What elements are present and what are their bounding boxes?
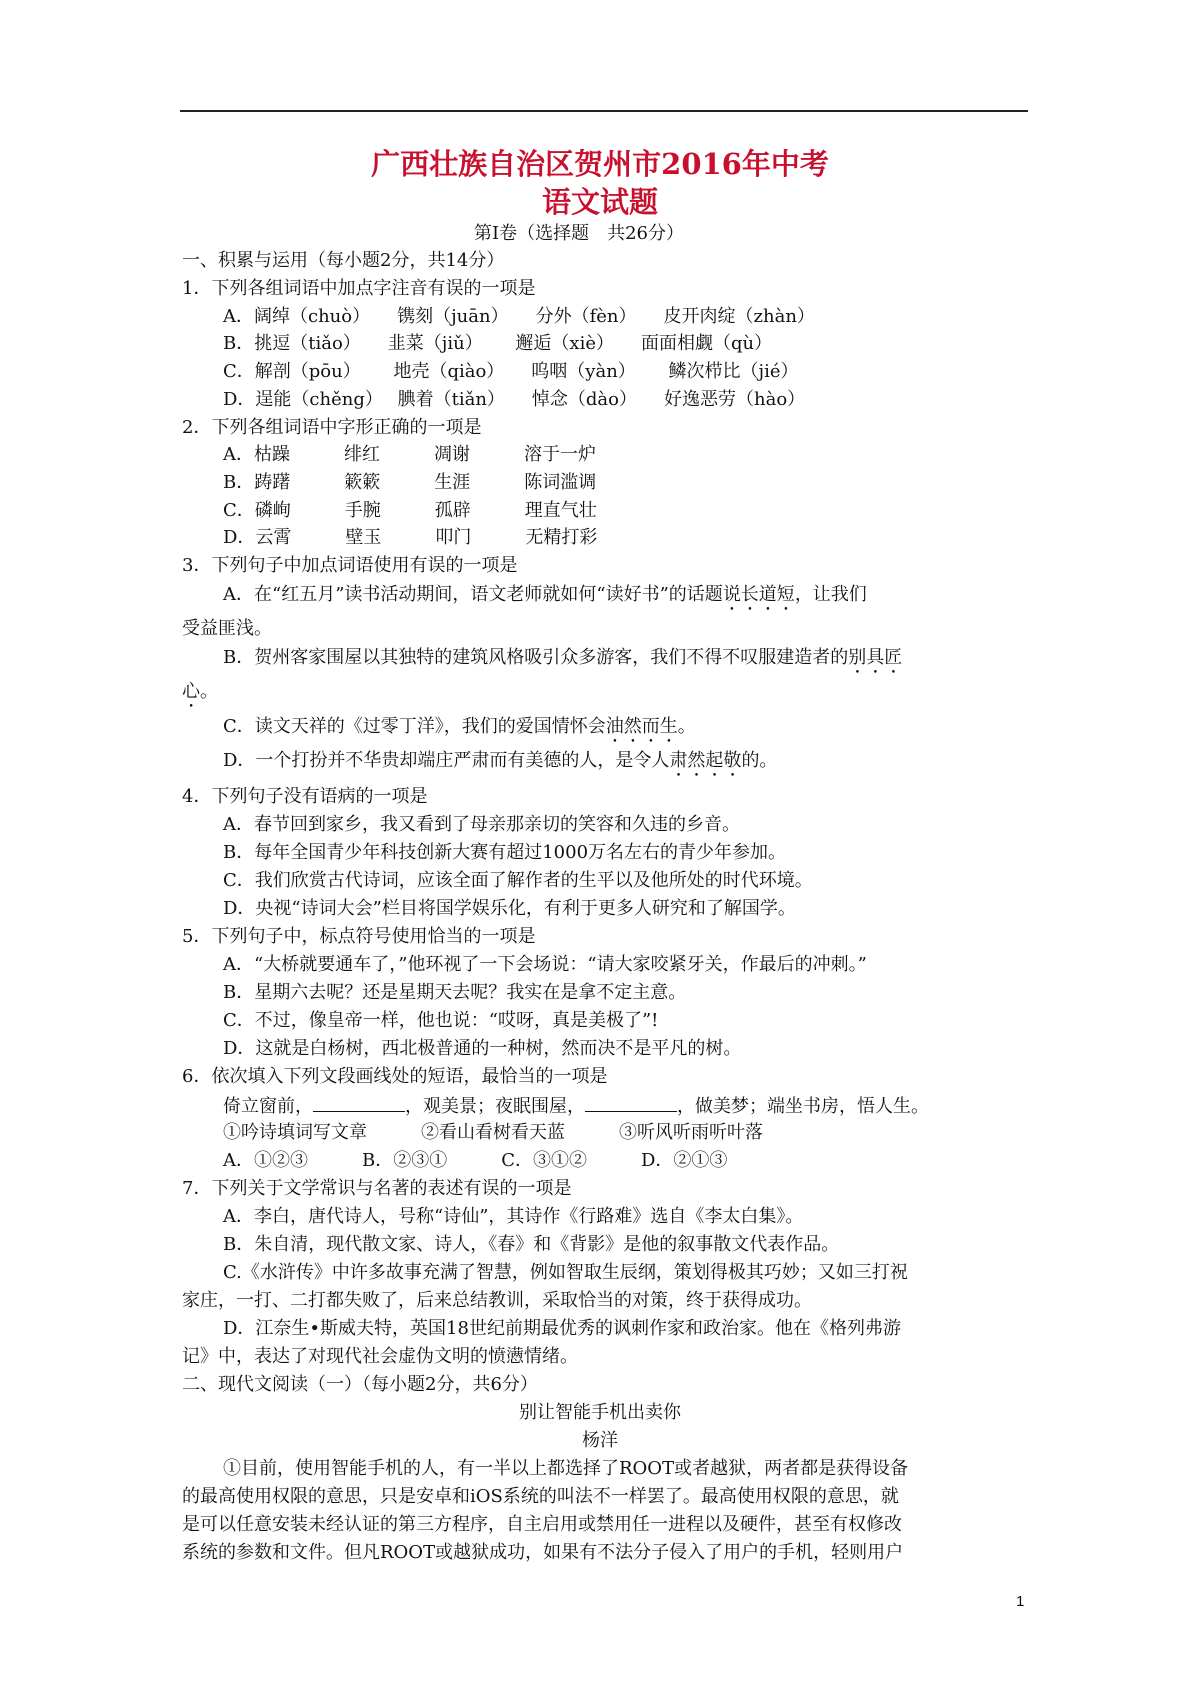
question-6-stem: 6．依次填入下列文段画线处的短语，最恰当的一项是 <box>182 1066 608 1087</box>
article-paragraph-line: 系统的参数和文件。但凡ROOT或越狱成功，如果有不法分子侵入了用户的手机，轻则用户 <box>182 1542 904 1563</box>
question-2-option-b: B．踌躇 簌簌 生涯 陈词滥调 <box>223 472 597 493</box>
question-5-stem: 5．下列句子中，标点符号使用恰当的一项是 <box>182 926 536 947</box>
question-4-option-a: A．春节回到家乡，我又看到了母亲那亲切的笑容和久违的乡音。 <box>223 814 740 835</box>
article-author: 杨洋 <box>582 1430 618 1451</box>
section-heading-2: 二、现代文阅读（一）（每小题2分，共6分） <box>182 1374 538 1395</box>
question-6-choices: A．①②③ B．②③① C．③①② D．②①③ <box>223 1150 728 1171</box>
question-3-option-b: B．贺州客家围屋以其独特的建筑风格吸引众多游客，我们不得不叹服建造者的别具匠 <box>223 647 903 668</box>
article-title: 别让智能手机出卖你 <box>519 1402 681 1423</box>
question-3-option-a: A．在“红五月”读书活动期间，语文老师就如何“读好书”的话题说长道短，让我们 <box>223 584 867 605</box>
emphasized-phrase: 说长道短 <box>722 584 795 605</box>
question-2-option-c: C．磷峋 手腕 孤辟 理直气壮 <box>223 500 597 521</box>
question-1-option-b: B．挑逗（tiǎo） 韭菜（jiǔ） 邂逅（xiè） 面面相觑（qù） <box>223 333 773 354</box>
question-7-option-d: D．江奈生•斯威夫特，英国18世纪前期最优秀的讽刺作家和政治家。他在《格列弗游 <box>223 1318 901 1339</box>
question-6-passage: 倚立窗前， ，观美景；夜眠围屋， ，做美梦；端坐书房，悟人生。 <box>223 1093 929 1119</box>
question-5-option-a: A．“大桥就要通车了，”他环视了一下会场说：“请大家咬紧牙关，作最后的冲刺。” <box>223 954 867 975</box>
emphasized-phrase: 油然而生 <box>605 716 678 737</box>
question-7-stem: 7．下列关于文学常识与名著的表述有误的一项是 <box>182 1178 572 1199</box>
emphasized-phrase: 心 <box>182 681 200 702</box>
question-3-option-b-cont: 心。 <box>182 681 218 702</box>
question-3-stem: 3．下列句子中加点词语使用有误的一项是 <box>182 555 518 576</box>
fill-blank-1 <box>313 1093 405 1112</box>
question-5-option-b: B．星期六去呢？还是星期天去呢？我实在是拿不定主意。 <box>223 982 687 1003</box>
question-4-option-b: B．每年全国青少年科技创新大赛有超过1000万名左右的青少年参加。 <box>223 842 787 863</box>
question-7-option-a: A．李白，唐代诗人，号称“诗仙”，其诗作《行路难》选自《李太白集》。 <box>223 1206 804 1227</box>
question-7-option-c: C.《水浒传》中许多故事充满了智慧，例如智取生辰纲，策划得极其巧妙；又如三打祝 <box>223 1262 908 1283</box>
article-paragraph-line: 是可以任意安装未经认证的第三方程序，自主启用或禁用任一进程以及硬件，甚至有权修改 <box>182 1514 902 1535</box>
question-3-option-a-cont: 受益匪浅。 <box>182 618 272 639</box>
emphasized-phrase: 别具匠 <box>848 647 903 668</box>
question-3-option-d: D．一个打扮并不华贵却端庄严肃而有美德的人，是令人肃然起敬的。 <box>223 750 778 771</box>
fill-blank-2 <box>585 1093 677 1112</box>
article-paragraph-line: ①目前，使用智能手机的人，有一半以上都选择了ROOT或者越狱，两者都是获得设备 <box>223 1458 909 1479</box>
exam-subtitle: 语文试题 <box>541 185 658 219</box>
question-5-option-d: D．这就是白杨树，西北极普通的一种树，然而决不是平凡的树。 <box>223 1038 742 1059</box>
question-1-option-a: A．阔绰（chuò） 镌刻（juān） 分外（fèn） 皮开肉绽（zhàn） <box>223 306 815 327</box>
question-7-option-c-cont: 家庄，一打、二打都失败了，后来总结教训，采取恰当的对策，终于获得成功。 <box>182 1290 812 1311</box>
question-6-phrases: ①吟诗填词写文章 ②看山看树看天蓝 ③听风听雨听叶落 <box>223 1122 763 1143</box>
exam-title: 广西壮族自治区贺州市2016年中考 <box>371 147 829 181</box>
question-1-option-c: C．解剖（pōu） 地壳（qiào） 呜咽（yàn） 鳞次栉比（jié） <box>223 361 799 382</box>
article-paragraph-line: 的最高使用权限的意思，只是安卓和iOS系统的叫法不一样罢了。最高使用权限的意思，就 <box>182 1486 899 1507</box>
question-2-option-d: D．云霄 壁玉 叩门 无精打彩 <box>223 527 598 548</box>
question-3-option-c: C．读文天祥的《过零丁洋》，我们的爱国情怀会油然而生。 <box>223 716 696 737</box>
question-2-stem: 2．下列各组词语中字形正确的一项是 <box>182 417 482 438</box>
section-heading-1: 一、积累与运用（每小题2分，共14分） <box>182 250 505 271</box>
question-5-option-c: C．不过，像皇帝一样，他也说：“哎呀，真是美极了”! <box>223 1010 659 1031</box>
question-4-option-d: D．央视“诗词大会”栏目将国学娱乐化，有利于更多人研究和了解国学。 <box>223 898 796 919</box>
question-1-stem: 1．下列各组词语中加点字注音有误的一项是 <box>182 278 536 299</box>
question-7-option-d-cont: 记》中，表达了对现代社会虚伪文明的愤懑情绪。 <box>182 1346 578 1367</box>
header-rule <box>180 110 1028 112</box>
page-number: 1 <box>1016 1593 1025 1610</box>
question-4-stem: 4．下列句子没有语病的一项是 <box>182 786 428 807</box>
question-1-option-d: D．逞能（chěng） 腆着（tiǎn） 悼念（dào） 好逸恶劳（hào） <box>223 389 806 410</box>
volume-heading: 第Ⅰ卷（选择题 共26分） <box>474 223 685 244</box>
question-7-option-b: B．朱自清，现代散文家、诗人，《春》和《背影》是他的叙事散文代表作品。 <box>223 1234 840 1255</box>
question-4-option-c: C．我们欣赏古代诗词，应该全面了解作者的生平以及他所处的时代环境。 <box>223 870 813 891</box>
emphasized-phrase: 肃然起敬 <box>669 750 742 771</box>
question-2-option-a: A．枯躁 绯红 凋谢 溶于一炉 <box>223 444 596 465</box>
